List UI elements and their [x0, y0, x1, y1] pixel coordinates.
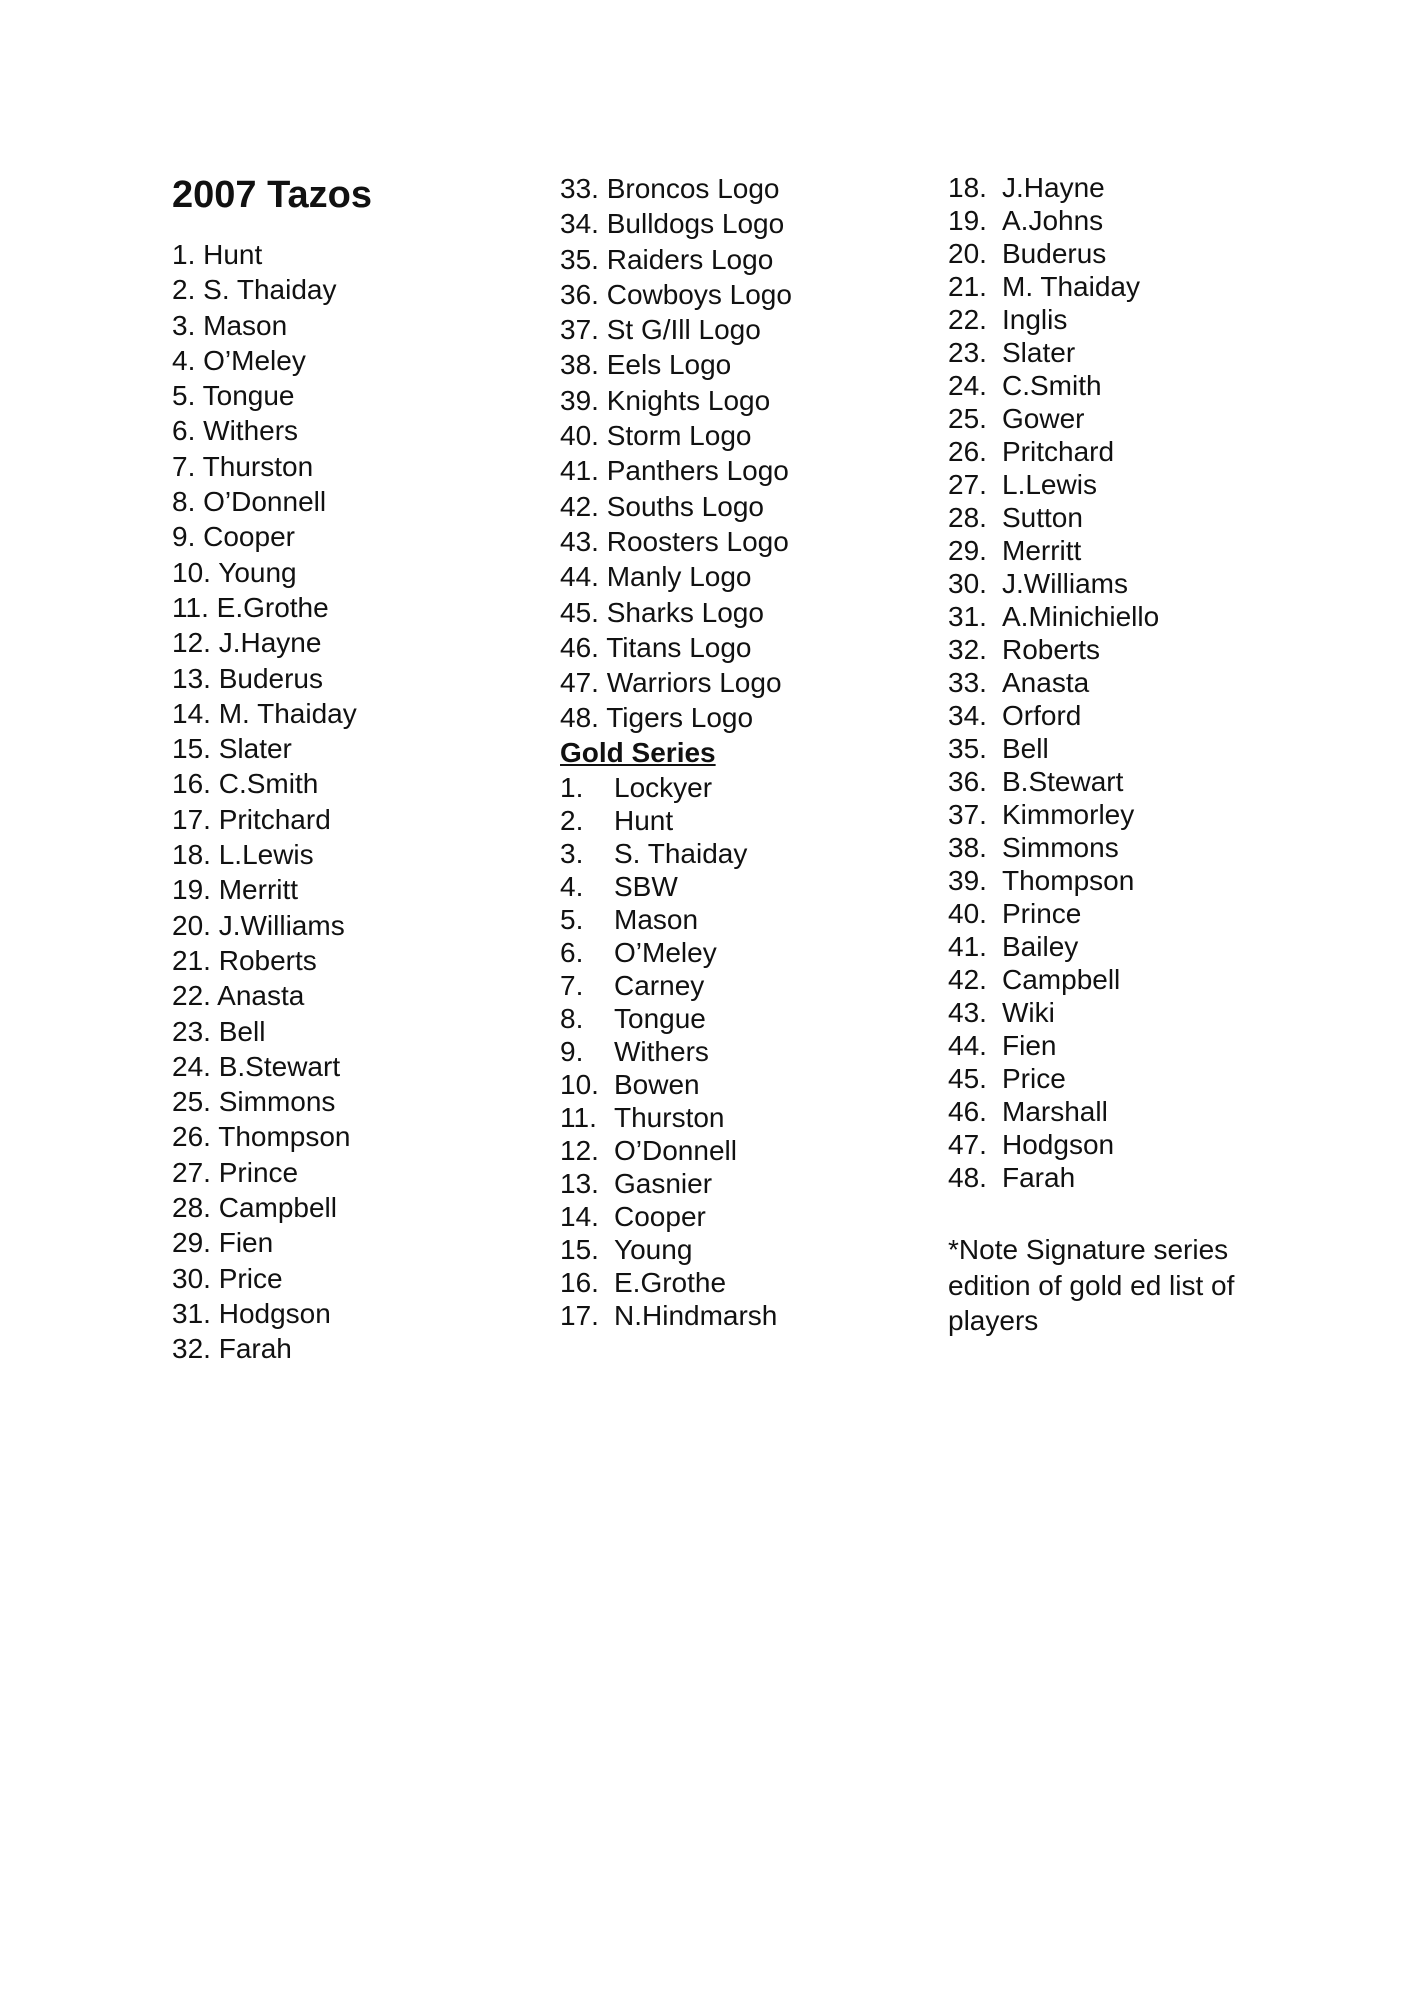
list-item [948, 831, 1159, 864]
item-name: N.Hindmarsh [614, 1300, 778, 1331]
item-name: Withers [614, 1036, 709, 1067]
item-name: O’Donnell [614, 1135, 737, 1166]
item-number: 12. [560, 1135, 599, 1166]
list-item [948, 666, 1159, 699]
list-item [948, 963, 1159, 996]
list-item [172, 696, 357, 731]
item-number: 24. [172, 1050, 211, 1082]
item-name: J.Williams [1002, 568, 1128, 599]
item-name: Eels Logo [606, 349, 732, 381]
item-name: Thompson [1002, 865, 1135, 896]
item-number: 8. [560, 1003, 584, 1034]
item-name: Gower [1002, 403, 1085, 434]
list-item [172, 802, 357, 837]
list-item [172, 237, 357, 272]
item-number: 23. [948, 337, 987, 368]
item-number: 20. [172, 909, 211, 941]
item-number: 37. [560, 314, 599, 346]
item-number: 29. [172, 1227, 211, 1259]
list-item [560, 1200, 777, 1233]
item-name: Campbell [1002, 964, 1121, 995]
list-item [560, 1233, 777, 1266]
item-name: Bell [218, 1015, 266, 1047]
gold-series-heading: Gold Series [560, 737, 716, 768]
item-name: Kimmorley [1002, 799, 1135, 830]
list-item [560, 969, 777, 1002]
list-item [172, 908, 357, 943]
list-item [560, 1167, 777, 1200]
item-number: 23. [172, 1015, 211, 1047]
item-number: 15. [560, 1234, 599, 1265]
item-number: 31. [172, 1297, 211, 1329]
item-name: S. Thaiday [614, 838, 748, 869]
list-item [560, 1266, 777, 1299]
item-name: Merritt [1002, 535, 1082, 566]
list-item [560, 595, 792, 630]
list-item [172, 555, 357, 590]
list-item [560, 665, 792, 700]
item-number: 1. [172, 239, 196, 270]
item-name: Roosters Logo [606, 525, 789, 557]
item-name: Souths Logo [606, 490, 764, 522]
item-number: 44. [560, 561, 599, 593]
item-name: Broncos Logo [606, 173, 780, 204]
item-name: Hodgson [218, 1297, 331, 1329]
item-number: 38. [948, 832, 987, 863]
list-item [172, 590, 357, 625]
signature-note: *Note Signature series edition of gold ed list of players [948, 1234, 1235, 1336]
item-name: Thurston [202, 450, 314, 482]
list-item [172, 343, 357, 378]
item-number: 45. [560, 596, 599, 628]
item-name: Tongue [202, 380, 295, 412]
item-name: Thompson [218, 1121, 351, 1153]
item-number: 18. [948, 172, 987, 203]
list-item [560, 489, 792, 524]
list-item [172, 519, 357, 554]
item-name: Manly Logo [606, 561, 752, 593]
main-list-part-2 [560, 171, 792, 736]
list-item [172, 625, 357, 660]
item-name: Sutton [1002, 502, 1083, 533]
item-number: 24. [948, 370, 987, 401]
item-number: 32. [172, 1333, 211, 1365]
item-number: 37. [948, 799, 987, 830]
list-item [560, 171, 792, 206]
item-number: 22. [172, 980, 211, 1012]
item-number: 44. [948, 1030, 987, 1061]
item-name: O’Meley [614, 937, 717, 968]
item-number: 38. [560, 349, 599, 381]
item-number: 43. [948, 997, 987, 1028]
item-name: Warriors Logo [606, 667, 782, 699]
item-name: Price [218, 1262, 283, 1294]
list-item [560, 277, 792, 312]
item-name: C.Smith [218, 768, 319, 800]
list-item [560, 1068, 777, 1101]
item-name: Young [614, 1234, 693, 1265]
item-name: Pritchard [1002, 436, 1115, 467]
item-number: 45. [948, 1063, 987, 1094]
item-name: Thurston [614, 1102, 725, 1133]
item-number: 8. [172, 486, 196, 518]
list-item [172, 943, 357, 978]
item-name: Orford [1002, 700, 1082, 731]
item-number: 40. [560, 420, 599, 452]
item-name: Roberts [218, 944, 317, 976]
list-item [948, 699, 1159, 732]
list-item [560, 870, 777, 903]
gold-list-part-2 [948, 171, 1159, 1194]
item-name: Farah [1002, 1162, 1076, 1193]
item-number: 3. [172, 309, 196, 341]
list-item [560, 903, 777, 936]
item-number: 25. [948, 403, 987, 434]
item-name: Tigers Logo [606, 702, 754, 734]
item-number: 17. [172, 803, 211, 835]
item-name: Campbell [218, 1192, 337, 1224]
list-item [172, 378, 357, 413]
list-item [948, 468, 1159, 501]
list-item [172, 1190, 357, 1225]
list-item [560, 1002, 777, 1035]
item-name: M. Thaiday [218, 697, 357, 729]
list-item [948, 237, 1159, 270]
item-name: Mason [203, 309, 288, 341]
item-name: J.Hayne [218, 627, 322, 659]
item-name: Young [218, 556, 297, 588]
item-number: 42. [560, 490, 599, 522]
item-number: 35. [560, 243, 599, 275]
list-item [948, 633, 1159, 666]
list-item [948, 204, 1159, 237]
item-number: 16. [560, 1267, 599, 1298]
list-item [948, 336, 1159, 369]
item-name: Mason [614, 904, 699, 935]
item-name: O’Donnell [203, 486, 327, 518]
item-number: 19. [172, 874, 211, 906]
item-number: 47. [948, 1129, 987, 1160]
list-item [560, 1299, 777, 1332]
item-number: 20. [948, 238, 987, 269]
item-number: 34. [948, 700, 987, 731]
item-name: Bailey [1002, 931, 1079, 962]
list-item [948, 864, 1159, 897]
item-name: Cooper [203, 521, 295, 553]
list-item [172, 308, 357, 343]
list-item [560, 524, 792, 559]
item-number: 3. [560, 838, 584, 869]
item-number: 33. [560, 173, 599, 204]
item-name: L.Lewis [218, 839, 314, 871]
list-item [172, 272, 357, 307]
list-item [948, 930, 1159, 963]
item-name: Raiders Logo [606, 243, 774, 275]
gold-list-part-1 [560, 771, 777, 1332]
list-item [948, 798, 1159, 831]
list-item [948, 1029, 1159, 1062]
list-item [560, 242, 792, 277]
item-number: 26. [948, 436, 987, 467]
item-number: 13. [172, 662, 211, 694]
list-item [948, 270, 1159, 303]
item-name: Slater [218, 733, 292, 765]
list-item [172, 872, 357, 907]
item-name: Hodgson [1002, 1129, 1115, 1160]
item-name: J.Williams [218, 909, 345, 941]
list-item [560, 383, 792, 418]
item-number: 13. [560, 1168, 599, 1199]
main-list-part-1 [172, 237, 357, 1367]
item-number: 21. [172, 944, 211, 976]
item-number: 11. [560, 1102, 597, 1133]
list-item [948, 1128, 1159, 1161]
item-name: Carney [614, 970, 705, 1001]
item-name: S. Thaiday [203, 274, 337, 306]
item-number: 48. [560, 702, 599, 734]
item-name: Wiki [1002, 997, 1055, 1028]
list-item [948, 402, 1159, 435]
item-number: 33. [948, 667, 987, 698]
list-item [560, 700, 792, 735]
item-number: 11. [172, 591, 209, 623]
item-name: L.Lewis [1002, 469, 1097, 500]
list-item [948, 996, 1159, 1029]
item-number: 47. [560, 667, 599, 699]
list-item [948, 732, 1159, 765]
list-item [560, 1035, 777, 1068]
item-name: Inglis [1002, 304, 1068, 335]
item-name: Simmons [1002, 832, 1119, 863]
item-name: M. Thaiday [1002, 271, 1140, 302]
item-number: 16. [172, 768, 211, 800]
item-name: B.Stewart [218, 1050, 341, 1082]
item-number: 35. [948, 733, 987, 764]
list-item [948, 1062, 1159, 1095]
item-name: Bulldogs Logo [606, 208, 785, 240]
item-name: J.Hayne [1002, 172, 1105, 203]
list-item [560, 312, 792, 347]
item-name: Farah [218, 1333, 292, 1365]
list-item [948, 600, 1159, 633]
list-item [172, 1119, 357, 1154]
item-number: 7. [172, 450, 196, 482]
item-number: 41. [560, 455, 599, 487]
list-item [560, 771, 777, 804]
item-number: 21. [948, 271, 987, 302]
item-number: 36. [948, 766, 987, 797]
item-name: Anasta [217, 980, 305, 1012]
item-name: St G/Ill Logo [606, 314, 761, 346]
page-title: 2007 Tazos [172, 174, 372, 216]
item-number: 9. [172, 521, 196, 553]
item-name: Tongue [614, 1003, 706, 1034]
item-number: 25. [172, 1086, 211, 1118]
item-name: Fien [1002, 1030, 1057, 1061]
list-item [560, 418, 792, 453]
item-number: 4. [560, 871, 584, 902]
list-item [560, 1101, 777, 1134]
item-name: Storm Logo [606, 420, 752, 452]
list-item [948, 369, 1159, 402]
list-item [560, 347, 792, 382]
item-number: 42. [948, 964, 987, 995]
item-number: 4. [172, 344, 196, 376]
item-number: 5. [560, 904, 584, 935]
item-number: 19. [948, 205, 987, 236]
item-number: 43. [560, 525, 599, 557]
item-number: 6. [172, 415, 196, 447]
list-item [172, 413, 357, 448]
item-name: Prince [218, 1156, 299, 1188]
item-number: 30. [172, 1262, 211, 1294]
item-name: Sharks Logo [606, 596, 764, 628]
item-number: 7. [560, 970, 584, 1001]
item-number: 5. [172, 380, 196, 412]
item-number: 2. [560, 805, 584, 836]
item-name: Hunt [614, 805, 674, 836]
item-number: 2. [172, 274, 196, 306]
list-item [948, 1095, 1159, 1128]
list-item [172, 1155, 357, 1190]
item-number: 46. [948, 1096, 987, 1127]
item-name: C.Smith [1002, 370, 1102, 401]
item-name: Merritt [218, 874, 299, 906]
item-number: 1. [560, 772, 584, 803]
item-name: Bell [1002, 733, 1049, 764]
list-item [948, 171, 1159, 204]
item-name: Withers [203, 415, 299, 447]
item-name: Buderus [1002, 238, 1107, 269]
list-item [948, 1161, 1159, 1194]
list-item [172, 731, 357, 766]
list-item [560, 453, 792, 488]
item-number: 28. [172, 1192, 211, 1224]
list-item [560, 630, 792, 665]
item-name: Knights Logo [606, 384, 771, 416]
list-item [172, 837, 357, 872]
item-name: Marshall [1002, 1096, 1108, 1127]
list-item [560, 837, 777, 870]
item-number: 30. [948, 568, 987, 599]
item-name: Slater [1002, 337, 1076, 368]
item-name: Pritchard [218, 803, 331, 835]
list-item [172, 1014, 357, 1049]
list-item [560, 936, 777, 969]
item-number: 26. [172, 1121, 211, 1153]
list-item [172, 978, 357, 1013]
item-name: Cowboys Logo [606, 278, 792, 310]
list-item [172, 1225, 357, 1260]
list-item [172, 1084, 357, 1119]
item-number: 32. [948, 634, 987, 665]
item-number: 39. [560, 384, 599, 416]
list-item [172, 1261, 357, 1296]
list-item [560, 559, 792, 594]
item-number: 12. [172, 627, 211, 659]
list-item [172, 1296, 357, 1331]
list-item [948, 897, 1159, 930]
item-name: Cooper [614, 1201, 706, 1232]
item-name: Bowen [614, 1069, 700, 1100]
item-number: 9. [560, 1036, 584, 1067]
item-number: 36. [560, 278, 599, 310]
item-name: A.Minichiello [1002, 601, 1160, 632]
item-number: 31. [948, 601, 987, 632]
list-item [172, 766, 357, 801]
list-item [172, 1331, 357, 1366]
item-name: O’Meley [203, 344, 306, 376]
item-number: 28. [948, 502, 987, 533]
item-name: A.Johns [1002, 205, 1104, 236]
item-name: Titans Logo [606, 631, 752, 663]
list-item [172, 449, 357, 484]
list-item [948, 567, 1159, 600]
item-number: 39. [948, 865, 987, 896]
list-item [948, 435, 1159, 468]
item-name: Fien [218, 1227, 274, 1259]
item-number: 10. [560, 1069, 599, 1100]
list-item [948, 534, 1159, 567]
item-name: Prince [1002, 898, 1082, 929]
list-item [560, 206, 792, 241]
item-number: 15. [172, 733, 211, 765]
item-name: Roberts [1002, 634, 1101, 665]
item-number: 34. [560, 208, 599, 240]
item-number: 10. [172, 556, 211, 588]
item-number: 48. [948, 1162, 987, 1193]
list-item [172, 661, 357, 696]
list-item [560, 804, 777, 837]
item-name: E.Grothe [216, 591, 329, 623]
item-number: 6. [560, 937, 584, 968]
item-name: B.Stewart [1002, 766, 1124, 797]
item-name: Hunt [203, 239, 263, 270]
item-number: 40. [948, 898, 987, 929]
item-number: 22. [948, 304, 987, 335]
item-number: 14. [172, 697, 211, 729]
item-name: Anasta [1002, 667, 1090, 698]
item-number: 41. [948, 931, 987, 962]
item-name: SBW [614, 871, 678, 902]
item-number: 17. [560, 1300, 599, 1331]
item-name: Buderus [218, 662, 324, 694]
item-name: Gasnier [614, 1168, 713, 1199]
item-name: Price [1002, 1063, 1066, 1094]
list-item [172, 1049, 357, 1084]
list-item [948, 303, 1159, 336]
item-number: 29. [948, 535, 987, 566]
item-number: 27. [948, 469, 987, 500]
item-name: Lockyer [614, 772, 713, 803]
list-item [172, 484, 357, 519]
item-number: 18. [172, 839, 211, 871]
item-number: 27. [172, 1156, 211, 1188]
list-item [560, 1134, 777, 1167]
item-name: Simmons [218, 1086, 336, 1118]
list-item [948, 765, 1159, 798]
list-item [948, 501, 1159, 534]
item-number: 46. [560, 631, 599, 663]
item-number: 14. [560, 1201, 599, 1232]
item-name: Panthers Logo [606, 455, 789, 487]
item-name: E.Grothe [614, 1267, 727, 1298]
